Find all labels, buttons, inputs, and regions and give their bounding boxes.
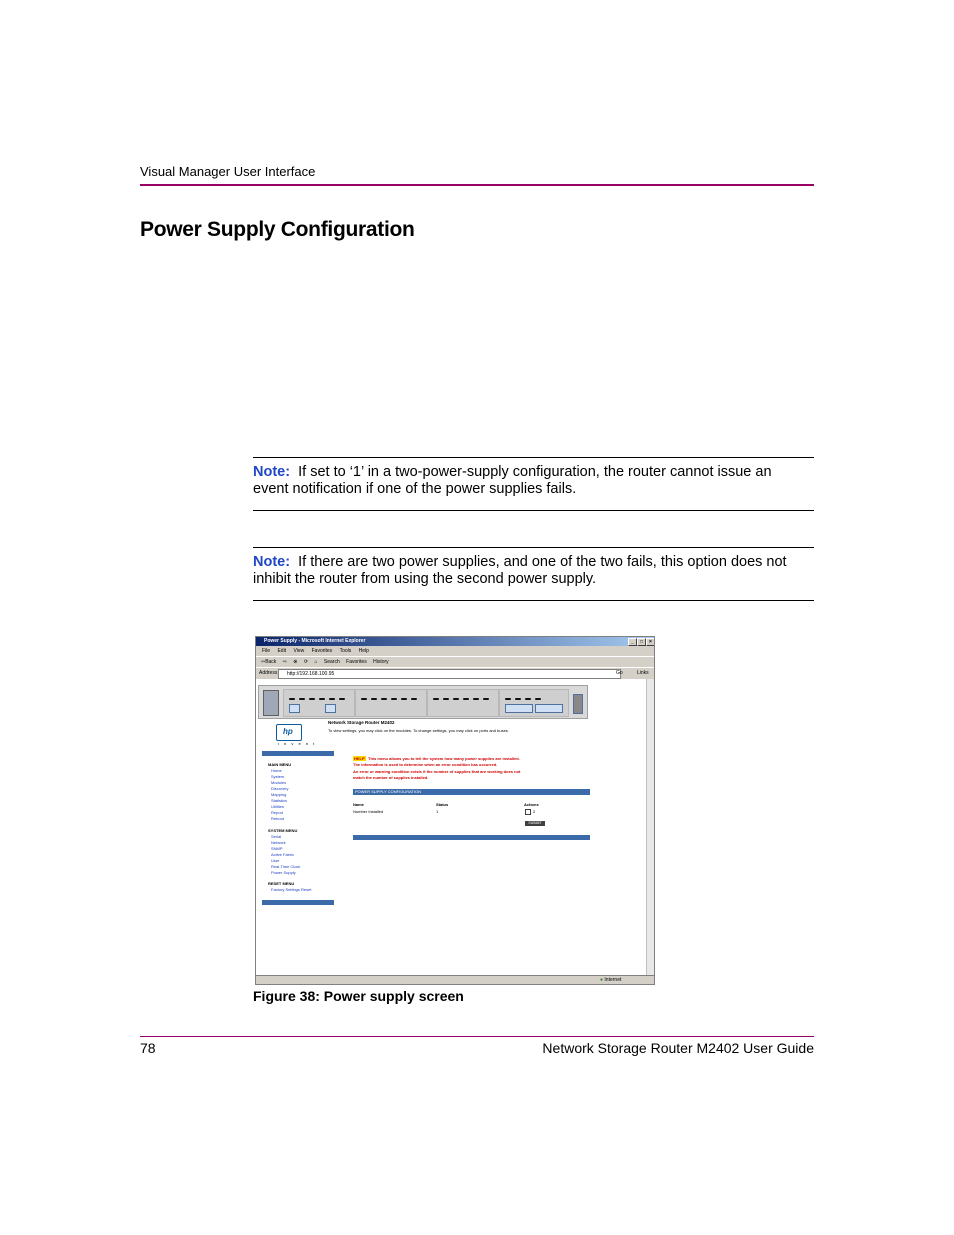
history-button[interactable]: History xyxy=(373,659,389,665)
sidebar-item-serial[interactable]: Serial xyxy=(271,834,282,839)
port-icon[interactable] xyxy=(483,698,489,700)
port-icon[interactable] xyxy=(339,698,345,700)
port-icon[interactable] xyxy=(391,698,397,700)
search-button[interactable]: Search xyxy=(323,659,340,665)
help-badge: HELP xyxy=(354,756,365,761)
sidebar-item-statistics[interactable]: Statistics xyxy=(271,798,288,803)
refresh-icon[interactable]: ⟳ xyxy=(303,659,309,665)
menu-edit[interactable]: Edit xyxy=(277,648,287,654)
main-menu-title: MAIN MENU xyxy=(268,762,292,767)
page-title: Power Supply Configuration xyxy=(140,218,415,241)
sidebar-item-discovery[interactable]: Discovery xyxy=(271,786,289,791)
sidebar-item-mapping[interactable]: Mapping xyxy=(271,792,287,797)
port-icon[interactable] xyxy=(443,698,449,700)
port-icon[interactable] xyxy=(329,698,335,700)
note-text: If there are two power supplies, and one of the two fails, this option does not inhibit the router from using the second power supply. xyxy=(253,554,787,587)
help-line-4: match the number of supplies installed. xyxy=(353,775,429,780)
instruction-text: To view settings, you may click on the modules. To change settings, you may click on ports and buses. xyxy=(328,728,509,733)
supplies-checkbox[interactable] xyxy=(525,809,531,815)
note-text: If set to ‘1’ in a two-power-supply configuration, the router cannot issue an event notification if one of the power supplies fails. xyxy=(253,464,772,497)
port-icon[interactable] xyxy=(411,698,417,700)
port-icon[interactable] xyxy=(535,698,541,700)
port-icon[interactable] xyxy=(401,698,407,700)
sidebar-item-reboot[interactable]: Reboot xyxy=(271,816,284,821)
menubar xyxy=(256,646,654,656)
sidebar-item-home[interactable]: Home xyxy=(271,768,282,773)
note-2 xyxy=(253,554,809,588)
note-label: Note: xyxy=(253,464,291,480)
browser-content xyxy=(256,679,646,975)
globe-icon: ● xyxy=(600,977,604,983)
toolbar xyxy=(256,656,654,667)
sidebar-item-network[interactable]: Network xyxy=(271,840,286,845)
router-front-panel[interactable] xyxy=(258,685,588,719)
note-rule-top-1 xyxy=(253,457,814,458)
sidebar-item-system[interactable]: System xyxy=(271,774,285,779)
vertical-scrollbar[interactable] xyxy=(646,679,655,975)
running-header: Visual Manager User Interface xyxy=(140,164,316,179)
bus-connector-icon[interactable] xyxy=(505,704,533,713)
port-icon[interactable] xyxy=(381,698,387,700)
sidebar-item-active-fabric[interactable]: Active Fabric xyxy=(271,852,295,857)
page-number: 78 xyxy=(140,1040,156,1056)
sidebar-item-power-supply[interactable]: Power Supply xyxy=(271,870,296,875)
sidebar-item-real-time-clock[interactable]: Real-Time Clock xyxy=(271,864,301,869)
module-slot-2[interactable] xyxy=(355,689,427,717)
supplies-checkbox-label: 2 xyxy=(533,809,536,814)
port-icon[interactable] xyxy=(433,698,439,700)
port-module-icon[interactable] xyxy=(289,704,300,713)
address-bar xyxy=(256,667,654,679)
reset-menu-title: RESET MENU xyxy=(268,881,295,886)
column-header-name: Name xyxy=(353,802,364,807)
port-icon[interactable] xyxy=(525,698,531,700)
sidebar-item-utilities[interactable]: Utilities xyxy=(271,804,284,809)
port-icon[interactable] xyxy=(473,698,479,700)
note-rule-top-2 xyxy=(253,547,814,548)
window-title: Power Supply - Microsoft Internet Explorer xyxy=(264,638,366,644)
note-rule-bottom-1 xyxy=(253,510,814,511)
port-icon[interactable] xyxy=(463,698,469,700)
row-status: 1 xyxy=(436,809,439,814)
column-header-actions: Actions xyxy=(524,802,539,807)
column-header-status: Status xyxy=(436,802,449,807)
hp-logo-icon[interactable] xyxy=(276,724,302,741)
note-rule-bottom-2 xyxy=(253,600,814,601)
status-zone-label: Internet xyxy=(604,977,622,983)
status-bar xyxy=(256,975,654,985)
menu-view[interactable]: View xyxy=(293,648,305,654)
port-icon[interactable] xyxy=(371,698,377,700)
system-menu-title: SYSTEM MENU xyxy=(268,828,298,833)
bus-connector-icon[interactable] xyxy=(535,704,563,713)
port-icon[interactable] xyxy=(319,698,325,700)
port-icon[interactable] xyxy=(309,698,315,700)
forward-icon[interactable]: ⇨ xyxy=(282,659,287,665)
port-module-icon[interactable] xyxy=(325,704,336,713)
sidebar-divider-top xyxy=(262,751,334,756)
menu-tools[interactable]: Tools xyxy=(339,648,352,654)
back-button[interactable]: ⇦Back xyxy=(261,659,277,665)
minimize-icon[interactable]: _ xyxy=(628,638,637,646)
go-button[interactable]: Go xyxy=(616,670,623,676)
menu-file[interactable]: File xyxy=(262,648,271,654)
note-1 xyxy=(253,464,809,498)
logo-tagline: i n v e n t xyxy=(278,741,317,746)
address-input[interactable]: http://192.168.100.95 xyxy=(278,669,621,679)
window-titlebar xyxy=(256,637,654,646)
submit-button[interactable]: SUBMIT xyxy=(525,821,545,826)
help-line-1: This menu allows you to tell the system how many power supplies are installed. xyxy=(368,756,520,761)
home-icon[interactable]: ⌂ xyxy=(314,659,318,665)
port-icon[interactable] xyxy=(361,698,367,700)
router-badge-icon xyxy=(263,690,279,716)
status-zone xyxy=(600,976,621,985)
links-button[interactable]: Links xyxy=(637,670,649,676)
port-icon[interactable] xyxy=(299,698,305,700)
close-icon[interactable]: × xyxy=(646,638,655,646)
product-name: Network Storage Router M2402 xyxy=(328,720,395,725)
sidebar-item-report[interactable]: Report xyxy=(271,810,284,815)
note-label: Note: xyxy=(253,554,291,570)
help-line-2: The information is used to determine when an error condition has occurred. xyxy=(353,762,498,767)
module-slot-3[interactable] xyxy=(427,689,499,717)
port-icon[interactable] xyxy=(515,698,521,700)
guide-title: Network Storage Router M2402 User Guide xyxy=(542,1040,814,1056)
port-icon[interactable] xyxy=(453,698,459,700)
menu-help[interactable]: Help xyxy=(358,648,369,654)
header-rule xyxy=(140,184,814,186)
menu-favorites[interactable]: Favorites xyxy=(311,648,333,654)
sidebar-item-modules[interactable]: Modules xyxy=(271,780,287,785)
footer-rule xyxy=(140,1036,814,1037)
port-icon[interactable] xyxy=(289,698,295,700)
sidebar-item-factory-reset[interactable]: Factory Settings Reset xyxy=(271,887,312,892)
sidebar-item-snmp[interactable]: SNMP xyxy=(271,846,283,851)
section-header-bar: POWER SUPPLY CONFIGURATION xyxy=(353,789,590,795)
sidebar-divider-bottom xyxy=(262,900,334,905)
sidebar-item-user[interactable]: User xyxy=(271,858,280,863)
help-line-3: An error or warning condition exists if the number of supplies that are working does not xyxy=(353,769,521,774)
figure-caption: Figure 38: Power supply screen xyxy=(253,988,464,1004)
section-footer-bar xyxy=(353,835,590,840)
favorites-button[interactable]: Favorites xyxy=(346,659,367,665)
power-module-icon[interactable] xyxy=(573,694,583,714)
row-name: Number Installed xyxy=(353,809,384,814)
port-icon[interactable] xyxy=(505,698,511,700)
stop-icon[interactable]: ⊗ xyxy=(293,659,298,665)
maximize-icon[interactable]: □ xyxy=(637,638,646,646)
address-label: Address xyxy=(259,670,278,676)
power-supply-screenshot xyxy=(255,636,655,985)
